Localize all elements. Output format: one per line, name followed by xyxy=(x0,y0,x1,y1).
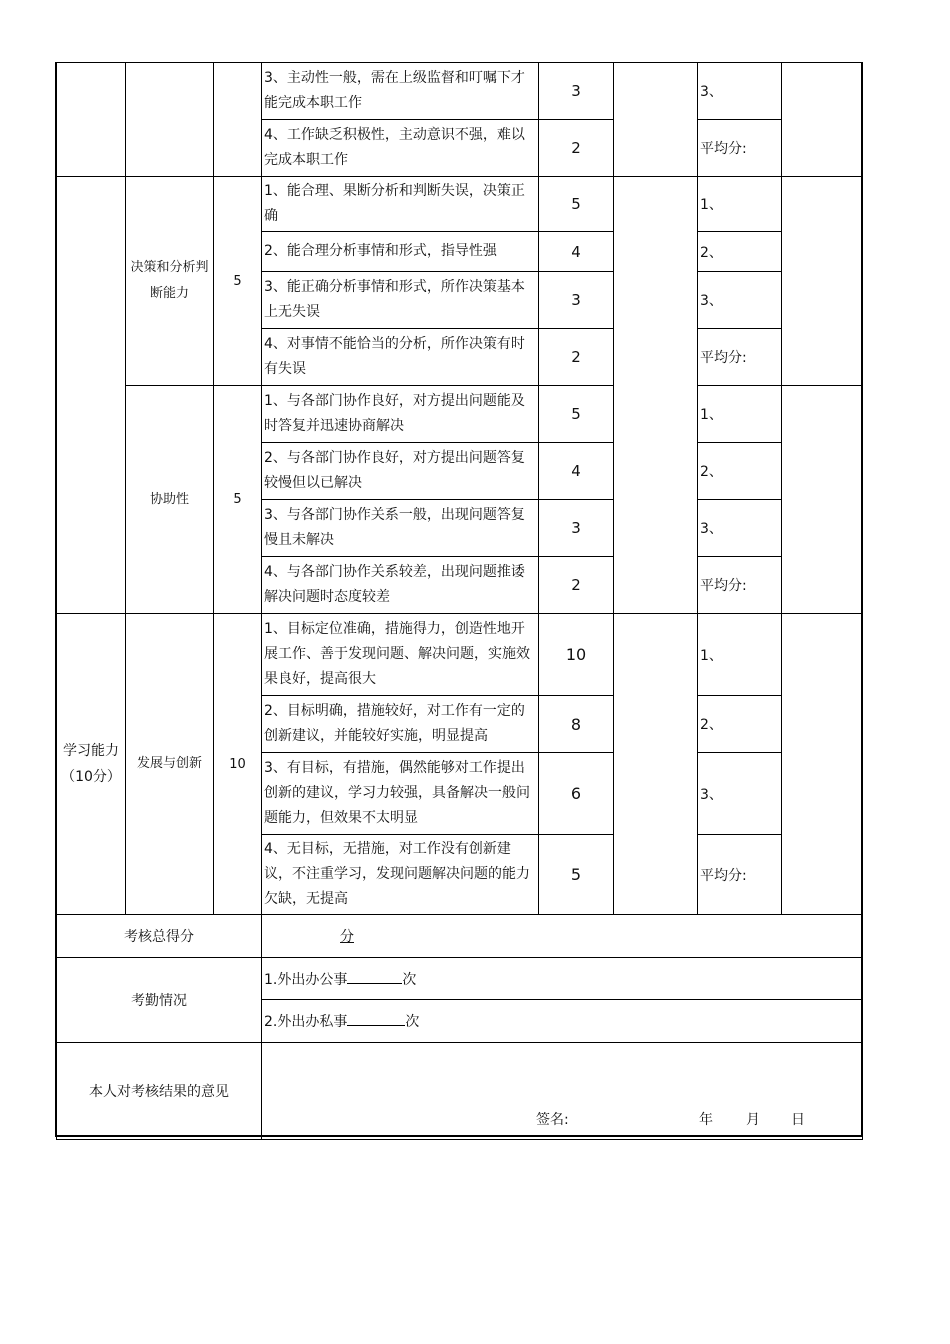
weight-cell: 5 xyxy=(214,177,262,386)
criterion-cell: 3、与各部门协作关系一般，出现问题答复慢且未解决 xyxy=(262,500,539,557)
table-row xyxy=(57,63,863,120)
criterion-cell: 4、与各部门协作关系较差，出现问题推诿解决问题时态度较差 xyxy=(262,557,539,614)
score-cell: 4 xyxy=(539,232,614,272)
table-row xyxy=(57,386,863,443)
score-cell: 8 xyxy=(539,696,614,753)
outer-border-right xyxy=(861,62,863,1137)
day-label: 日 xyxy=(791,1112,805,1128)
rating-cell[interactable]: 3、 xyxy=(698,63,782,120)
attendance-line-2-suffix: 次 xyxy=(405,1014,420,1030)
score-cell: 2 xyxy=(539,120,614,177)
weight-cell: 5 xyxy=(214,386,262,614)
score-cell: 5 xyxy=(539,177,614,232)
month-label: 月 xyxy=(746,1112,760,1128)
criterion-cell: 2、目标明确，措施较好，对工作有一定的创新建议，并能较好实施，明显提高 xyxy=(262,696,539,753)
rating-cell[interactable]: 2、 xyxy=(698,443,782,500)
table-row xyxy=(57,177,863,232)
score-cell: 3 xyxy=(539,500,614,557)
score-cell: 4 xyxy=(539,443,614,500)
item-cell: 协助性 xyxy=(126,386,214,614)
outer-border-bottom xyxy=(55,1135,863,1137)
blank-cell[interactable] xyxy=(614,614,698,915)
total-score-blank[interactable] xyxy=(264,929,354,945)
score-cell: 5 xyxy=(539,386,614,443)
criterion-cell: 1、目标定位准确，措施得力，创造性地开展工作、善于发现问题、解决问题，实施效果良好，提高很大 xyxy=(262,614,539,696)
average-cell[interactable]: 平均分: xyxy=(698,329,782,386)
table-row xyxy=(57,1043,863,1140)
total-unit: 分 xyxy=(340,929,354,945)
criterion-cell: 3、能正确分析事情和形式，所作决策基本上无失误 xyxy=(262,272,539,329)
blank-cell[interactable] xyxy=(614,177,698,614)
category-cell: 学习能力（10分） xyxy=(57,614,126,915)
table-row xyxy=(57,614,863,696)
criterion-cell: 2、与各部门协作良好，对方提出问题答复较慢但以已解决 xyxy=(262,443,539,500)
rating-cell[interactable]: 2、 xyxy=(698,232,782,272)
attendance-line-1-prefix: 1.外出办公事 xyxy=(264,971,348,988)
table-row xyxy=(57,915,863,958)
opinion-label: 本人对考核结果的意见 xyxy=(57,1043,262,1140)
rating-cell[interactable]: 3、 xyxy=(698,500,782,557)
average-cell[interactable]: 平均分: xyxy=(698,557,782,614)
criterion-cell: 4、工作缺乏积极性，主动意识不强，难以完成本职工作 xyxy=(262,120,539,177)
rating-cell[interactable]: 1、 xyxy=(698,177,782,232)
score-cell: 10 xyxy=(539,614,614,696)
score-cell: 3 xyxy=(539,63,614,120)
total-label: 考核总得分 xyxy=(57,915,262,958)
rating-cell[interactable]: 2、 xyxy=(698,696,782,753)
attendance-line-1[interactable] xyxy=(262,958,863,1000)
score-cell: 3 xyxy=(539,272,614,329)
attendance-label: 考勤情况 xyxy=(57,958,262,1043)
item-cell xyxy=(126,63,214,177)
score-cell: 2 xyxy=(539,557,614,614)
item-cell: 发展与创新 xyxy=(126,614,214,915)
rating-cell[interactable]: 1、 xyxy=(698,614,782,696)
criterion-cell: 4、对事情不能恰当的分析，所作决策有时有失误 xyxy=(262,329,539,386)
opinion-field[interactable] xyxy=(262,1043,863,1140)
attendance-line-2-prefix: 2.外出办私事 xyxy=(264,1014,348,1030)
criterion-cell: 3、主动性一般，需在上级监督和叮嘱下才能完成本职工作 xyxy=(262,63,539,120)
criterion-cell: 2、能合理分析事情和形式，指导性强 xyxy=(262,232,539,272)
rating-cell[interactable]: 1、 xyxy=(698,386,782,443)
score-cell: 2 xyxy=(539,329,614,386)
total-score-field[interactable] xyxy=(262,915,863,958)
average-cell[interactable]: 平均分: xyxy=(698,120,782,177)
attendance-line-1-suffix: 次 xyxy=(402,971,417,988)
year-label: 年 xyxy=(699,1112,713,1128)
weight-cell xyxy=(214,63,262,177)
item-cell: 决策和分析判断能力 xyxy=(126,177,214,386)
rating-cell[interactable]: 3、 xyxy=(698,753,782,835)
evaluation-table xyxy=(56,62,863,1140)
criterion-cell: 3、有目标，有措施，偶然能够对工作提出创新的建议，学习力较强，具备解决一般问题能力，但效果不太明显 xyxy=(262,753,539,835)
table-row xyxy=(57,958,863,1000)
blank-cell[interactable] xyxy=(782,177,863,386)
signature-label: 签名: xyxy=(536,1112,569,1128)
blank-cell[interactable] xyxy=(782,614,863,915)
blank-cell[interactable] xyxy=(614,63,698,177)
criterion-cell: 1、能合理、果断分析和判断失误，决策正确 xyxy=(262,177,539,232)
attendance-line-2[interactable] xyxy=(262,1000,863,1043)
outer-border-left xyxy=(55,62,57,1137)
rating-cell[interactable]: 3、 xyxy=(698,272,782,329)
criterion-cell: 4、无目标，无措施，对工作没有创新建议，不注重学习，发现问题解决问题的能力欠缺，无提高 xyxy=(262,835,539,915)
score-cell: 6 xyxy=(539,753,614,835)
attendance-line-1-blank[interactable] xyxy=(347,969,402,984)
criterion-cell: 1、与各部门协作良好，对方提出问题能及时答复并迅速协商解决 xyxy=(262,386,539,443)
average-cell[interactable]: 平均分: xyxy=(698,835,782,915)
category-cell xyxy=(57,63,126,177)
weight-cell: 10 xyxy=(214,614,262,915)
blank-cell[interactable] xyxy=(782,386,863,614)
category-cell xyxy=(57,177,126,614)
score-cell: 5 xyxy=(539,835,614,915)
blank-cell[interactable] xyxy=(782,63,863,177)
attendance-line-2-blank[interactable] xyxy=(347,1011,405,1026)
